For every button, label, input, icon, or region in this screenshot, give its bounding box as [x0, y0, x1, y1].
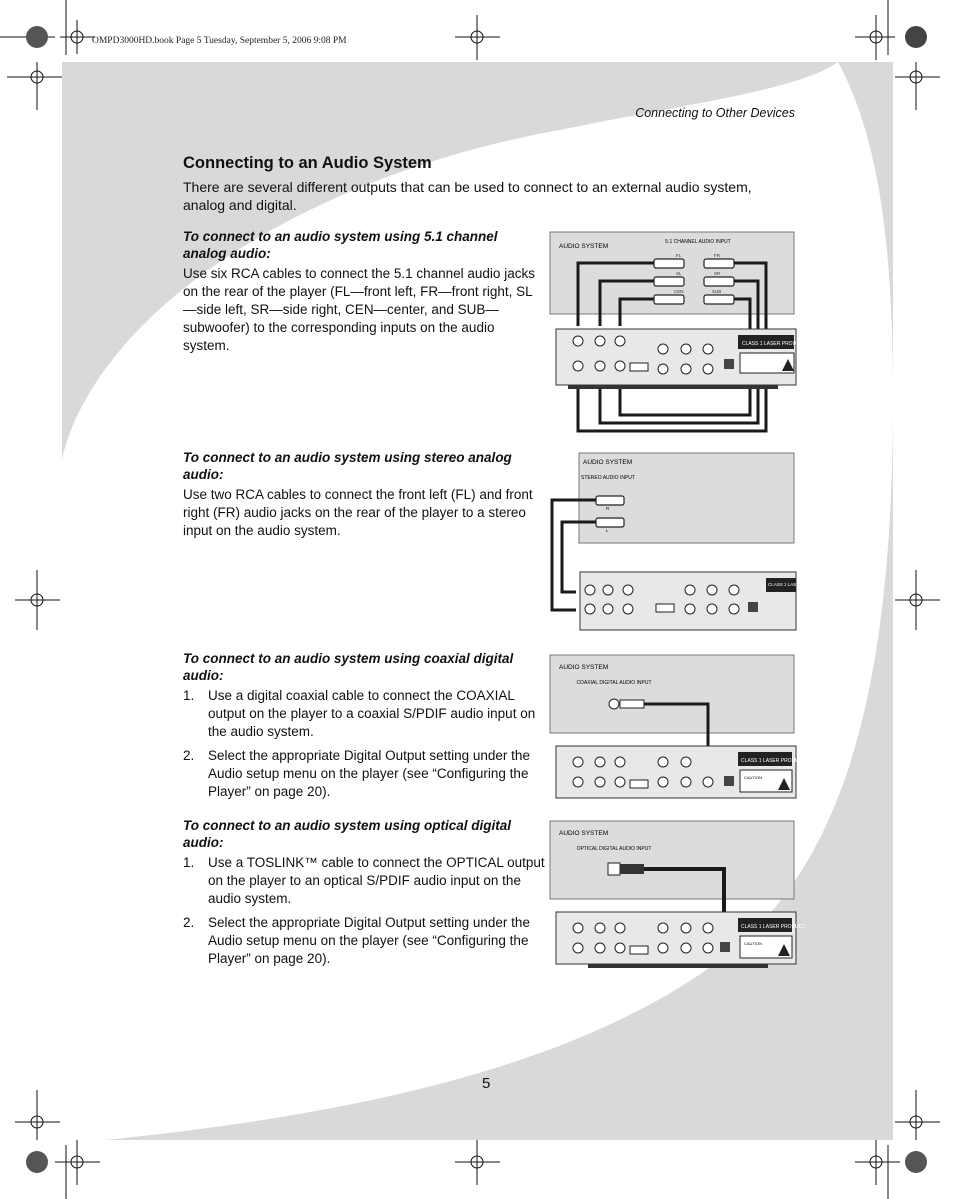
input-label: COAXIAL DIGITAL AUDIO INPUT [576, 680, 652, 686]
audio-system-label: AUDIO SYSTEM [559, 664, 609, 671]
list-item [183, 854, 545, 908]
audio-system-label: AUDIO SYSTEM [583, 459, 633, 466]
step-text: Use a TOSLINK™ cable to connect the OPTICAL output on the player to an optical S/PDIF audio input on the audio system. [208, 855, 545, 906]
list-item [183, 687, 545, 741]
step-number: 2. [183, 748, 195, 763]
step-number: 1. [183, 855, 195, 870]
laser-label: CLASS 1 LASER PRODUCT [742, 341, 807, 347]
caution-label: CAUTION [744, 941, 762, 946]
input-label: 5.1 CHANNEL AUDIO INPUT [665, 239, 731, 245]
file-header: OMPD3000HD.book Page 5 Tuesday, September 5, 2006 9:08 PM [92, 36, 347, 46]
diagram-coaxial [548, 654, 806, 804]
running-head: Connecting to Other Devices [635, 106, 795, 120]
step-number: 2. [183, 915, 195, 930]
laser-label: CLASS 1 LASER PRODUCT [741, 924, 806, 930]
section-heading-51: To connect to an audio system using 5.1 channel analog audio: [183, 229, 498, 261]
section-heading-coaxial: To connect to an audio system using coaxial digital audio: [183, 651, 514, 683]
step-text: Select the appropriate Digital Output setting under the Audio setup menu on the player (see “Configuring the Player” on page 20). [208, 748, 530, 799]
caution-label: CAUTION [744, 775, 762, 780]
diagram-51-channel [548, 231, 807, 438]
audio-system-label: AUDIO SYSTEM [559, 830, 609, 837]
svg-text:FL: FL [676, 253, 682, 258]
svg-text:FR: FR [714, 253, 720, 258]
section-heading-optical: To connect to an audio system using optical digital audio: [183, 818, 512, 850]
step-number: 1. [183, 688, 195, 703]
svg-text:CEN: CEN [674, 289, 684, 294]
diagram-stereo [548, 452, 811, 634]
page-number: 5 [482, 1075, 491, 1092]
list-item [183, 747, 545, 801]
input-label: STEREO AUDIO INPUT [581, 475, 635, 481]
laser-label: CLASS 1 LASER PRODUCT [741, 758, 806, 764]
svg-text:SL: SL [676, 271, 682, 276]
list-item [183, 914, 545, 968]
svg-text:SUB: SUB [712, 289, 722, 294]
intro-paragraph: There are several different outputs that can be used to connect to an external audio system, analog and digital. [183, 179, 752, 213]
audio-system-label: AUDIO SYSTEM [559, 243, 609, 250]
page-title: Connecting to an Audio System [183, 154, 432, 172]
svg-text:SR: SR [714, 271, 721, 276]
section-heading-stereo: To connect to an audio system using stereo analog audio: [183, 450, 512, 482]
svg-text:L: L [606, 528, 609, 533]
section-body-51: Use six RCA cables to connect the 5.1 channel audio jacks on the rear of the player (FL—front left, FR—front right, SL—side left, SR—side right, CEN—center, and SUB—subwoofer) to the corresponding inputs on the audio system. [183, 266, 535, 353]
diagram-optical [548, 820, 806, 980]
laser-label: CLASS 1 LASER PR [768, 582, 811, 587]
step-text: Select the appropriate Digital Output setting under the Audio setup menu on the player (see “Configuring the Player” on page 20). [208, 915, 530, 966]
input-label: OPTICAL DIGITAL AUDIO INPUT [576, 846, 652, 852]
step-text: Use a digital coaxial cable to connect the COAXIAL output on the player to a coaxial S/PDIF audio input on the audio system. [208, 688, 536, 739]
section-body-stereo: Use two RCA cables to connect the front left (FL) and front right (FR) audio jacks on the rear of the player to a stereo input on the audio system. [183, 487, 533, 538]
svg-text:R: R [606, 506, 610, 511]
